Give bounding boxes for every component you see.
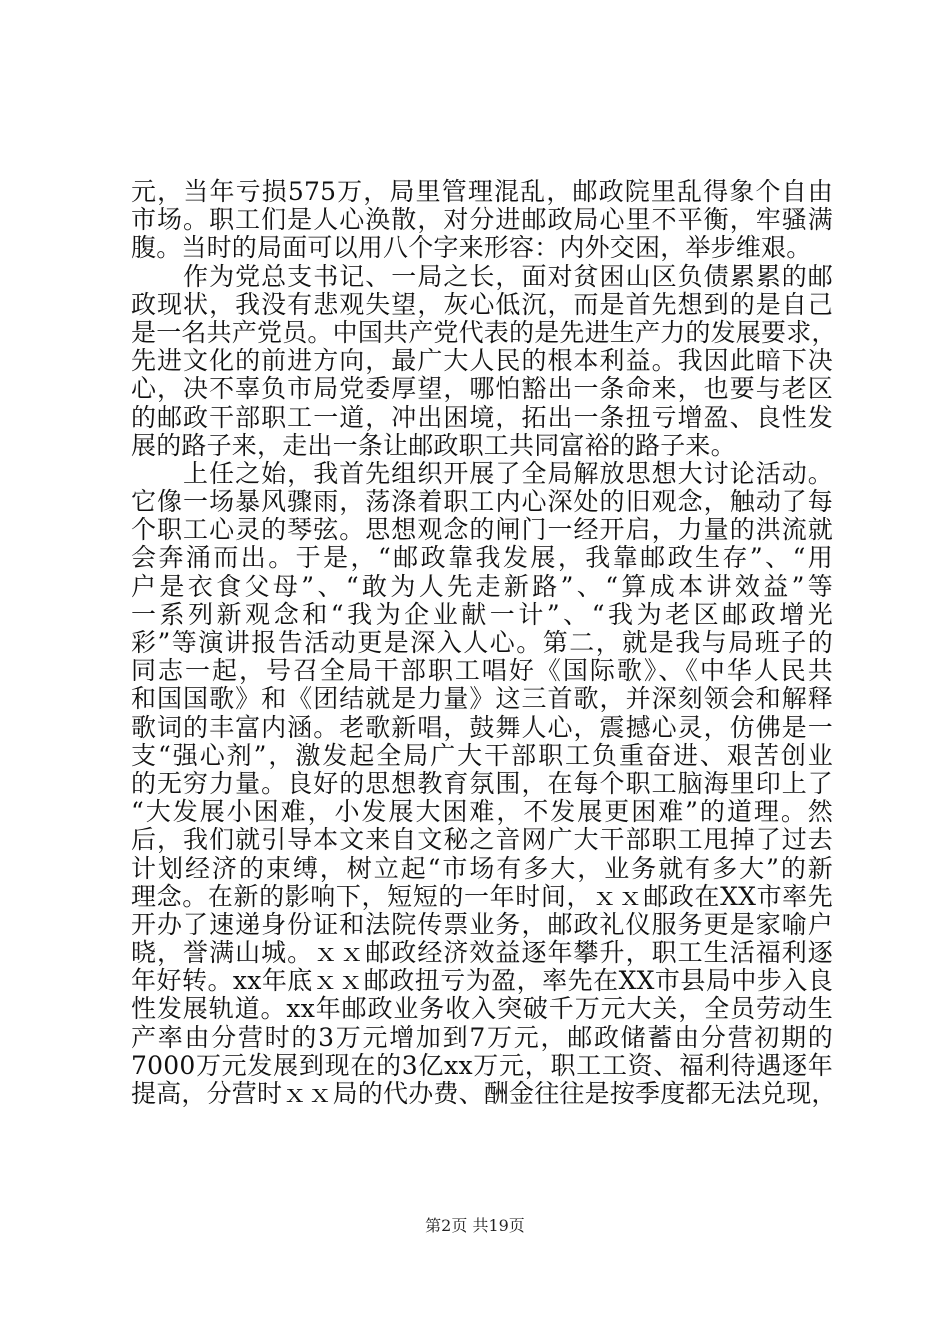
text-line: 的邮政干部职工一道，冲出困境，拓出一条扭亏增盈、良性发 bbox=[131, 402, 833, 432]
text-line: 支“强心剂”，激发起全局广大干部职工负重奋进、艰苦创业 bbox=[131, 740, 833, 770]
text-line: 个职工心灵的琴弦。思想观念的闸门一经开启，力量的洪流就 bbox=[131, 515, 833, 545]
text-line: 的无穷力量。良好的思想教育氛围，在每个职工脑海里印上了 bbox=[131, 768, 833, 798]
text-line: 年好转。xx年底ｘｘ邮政扭亏为盈，率先在XX市县局中步入良 bbox=[131, 966, 833, 996]
text-line: 产率由分营时的3万元增加到7万元，邮政储蓄由分营初期的 bbox=[131, 1022, 833, 1052]
text-line: 歌词的丰富内涵。老歌新唱，鼓舞人心，震撼心灵，仿佛是一 bbox=[131, 712, 833, 742]
text-line: 展的路子来，走出一条让邮政职工共同富裕的路子来。 bbox=[131, 430, 736, 460]
text-line: 提高，分营时ｘｘ局的代办费、酬金往往是按季度都无法兑现， bbox=[131, 1079, 837, 1108]
text-line: 作为党总支书记、一局之长，面对贫困山区负债累累的邮 bbox=[131, 261, 833, 291]
text-line: 会奔涌而出。于是，“邮政靠我发展，我靠邮政生存”、“用 bbox=[131, 543, 833, 573]
text-line: “大发展小困难，小发展大困难，不发展更困难”的道理。然 bbox=[131, 797, 833, 827]
text-line: 元，当年亏损575万，局里管理混乱，邮政院里乱得象个自由 bbox=[131, 177, 833, 206]
page-number-footer: 第2页 共19页 bbox=[425, 1216, 525, 1235]
text-line: 7000万元发展到现在的3亿xx万元，职工工资、福利待遇逐年 bbox=[131, 1050, 833, 1080]
text-line: 和国国歌》和《团结就是力量》这三首歌，并深刻领会和解释 bbox=[131, 684, 833, 714]
text-line: 上任之始，我首先组织开展了全局解放思想大讨论活动。 bbox=[131, 458, 833, 488]
text-line: 同志一起，号召全局干部职工唱好《国际歌》、《中华人民共 bbox=[131, 656, 833, 686]
text-line: 它像一场暴风骤雨，荡涤着职工内心深处的旧观念，触动了每 bbox=[131, 487, 833, 517]
text-line: 彩”等演讲报告活动更是深入人心。第二，就是我与局班子的 bbox=[131, 628, 833, 657]
text-line: 性发展轨道。xx年邮政业务收入突破千万元大关，全员劳动生 bbox=[131, 994, 833, 1024]
text-line: 心，决不辜负市局党委厚望，哪怕豁出一条命来，也要与老区 bbox=[131, 374, 833, 404]
text-line: 户是衣食父母”、“敢为人先走新路”、“算成本讲效益”等 bbox=[131, 571, 833, 601]
text-line: 政现状，我没有悲观失望，灰心低沉，而是首先想到的是自己 bbox=[131, 289, 833, 319]
text-line: 先进文化的前进方向，最广大人民的根本利益。我因此暗下决 bbox=[131, 346, 833, 376]
text-line: 计划经济的束缚，树立起“市场有多大，业务就有多大”的新 bbox=[131, 853, 833, 883]
text-line: 晓，誉满山城。ｘｘ邮政经济效益逐年攀升，职工生活福利逐 bbox=[131, 938, 833, 968]
text-line: 市场。职工们是人心涣散，对分进邮政局心里不平衡，牢骚满 bbox=[131, 205, 833, 235]
text-line: 是一名共产党员。中国共产党代表的是先进生产力的发展要求， bbox=[131, 317, 837, 347]
text-line: 开办了速递身份证和法院传票业务，邮政礼仪服务更是家喻户 bbox=[131, 909, 833, 939]
text-line: 一系列新观念和“我为企业献一计”、“我为老区邮政增光 bbox=[131, 599, 833, 629]
body-text bbox=[131, 177, 837, 1108]
text-line: 理念。在新的影响下，短短的一年时间，ｘｘ邮政在XX市率先 bbox=[131, 881, 833, 911]
text-line: 腹。当时的局面可以用八个字来形容：内外交困，举步维艰。 bbox=[131, 233, 812, 263]
text-line: 后，我们就引导本文来自文秘之音网广大干部职工甩掉了过去 bbox=[131, 825, 833, 855]
